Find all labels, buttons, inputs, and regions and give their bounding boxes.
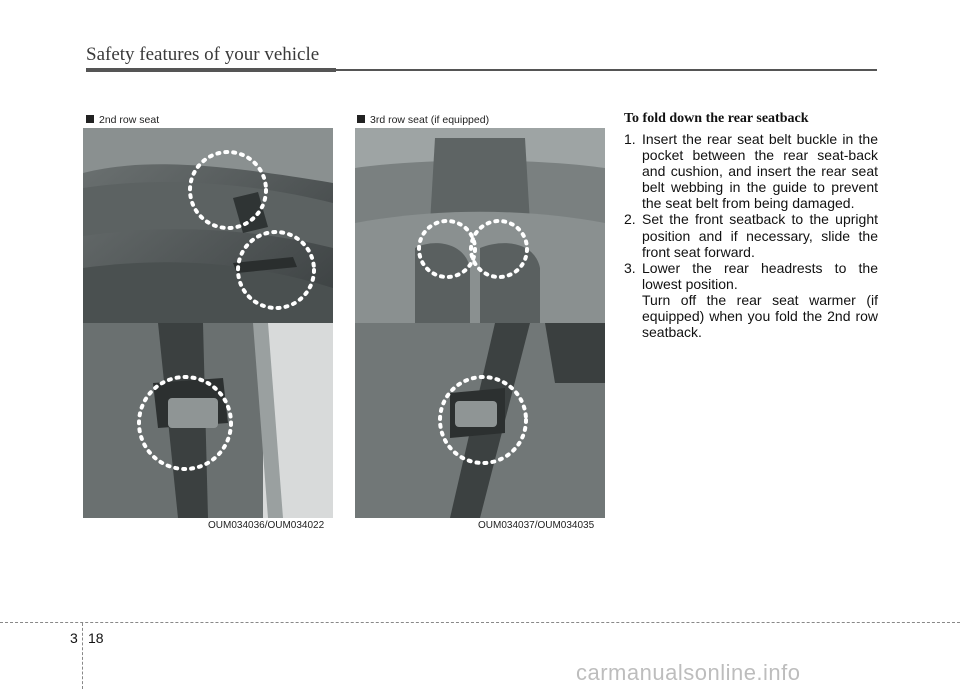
step-text: Turn off the rear seat warmer (if equipped) when you fold the 2nd row seatback.	[642, 291, 878, 341]
header-bar	[86, 68, 336, 72]
photo-3rd-row-seatback	[355, 128, 605, 323]
figure-code-3rd-row: OUM034037/OUM034035	[478, 520, 595, 531]
figure-label-text: 2nd row seat	[99, 114, 160, 126]
figure-code-2nd-row: OUM034036/OUM034022	[208, 520, 325, 531]
step-item	[624, 260, 878, 340]
step-item	[624, 211, 878, 259]
footer-divider	[0, 622, 960, 623]
figure-label-3rd-row	[357, 114, 489, 126]
photo-3rd-row-buckle	[355, 323, 605, 518]
step-text: Lower the rear headrests to the lowest position.	[642, 259, 878, 292]
steps-list	[624, 131, 878, 340]
header-rule	[336, 69, 877, 71]
chapter-number: 3	[70, 630, 78, 646]
figure-label-text: 3rd row seat (if equipped)	[370, 114, 490, 126]
step-number: 3.	[624, 259, 636, 276]
step-item	[624, 131, 878, 211]
bullet-square-icon	[357, 115, 365, 123]
photo-2nd-row-buckle	[83, 323, 333, 518]
bullet-square-icon	[86, 115, 94, 123]
watermark: carmanualsonline.info	[576, 660, 801, 685]
page-header-title: Safety features of your vehicle	[86, 44, 320, 65]
figure-label-2nd-row	[86, 114, 159, 126]
step-text: Insert the rear seat belt buckle in the pocket between the rear seat-back and cushion, and insert the rear seat belt webbing in the guide to prevent the seat belt from being damaged.	[642, 131, 878, 212]
footer-vertical-divider	[82, 623, 83, 689]
step-number: 1.	[624, 131, 636, 147]
photo-2nd-row-seatback	[83, 128, 333, 323]
section-title: To fold down the rear seatback	[624, 111, 809, 126]
page-number: 18	[88, 630, 104, 646]
step-number: 2.	[624, 211, 636, 228]
step-text: Set the front seatback to the upright position and if necessary, slide the front seat forward.	[642, 211, 878, 260]
